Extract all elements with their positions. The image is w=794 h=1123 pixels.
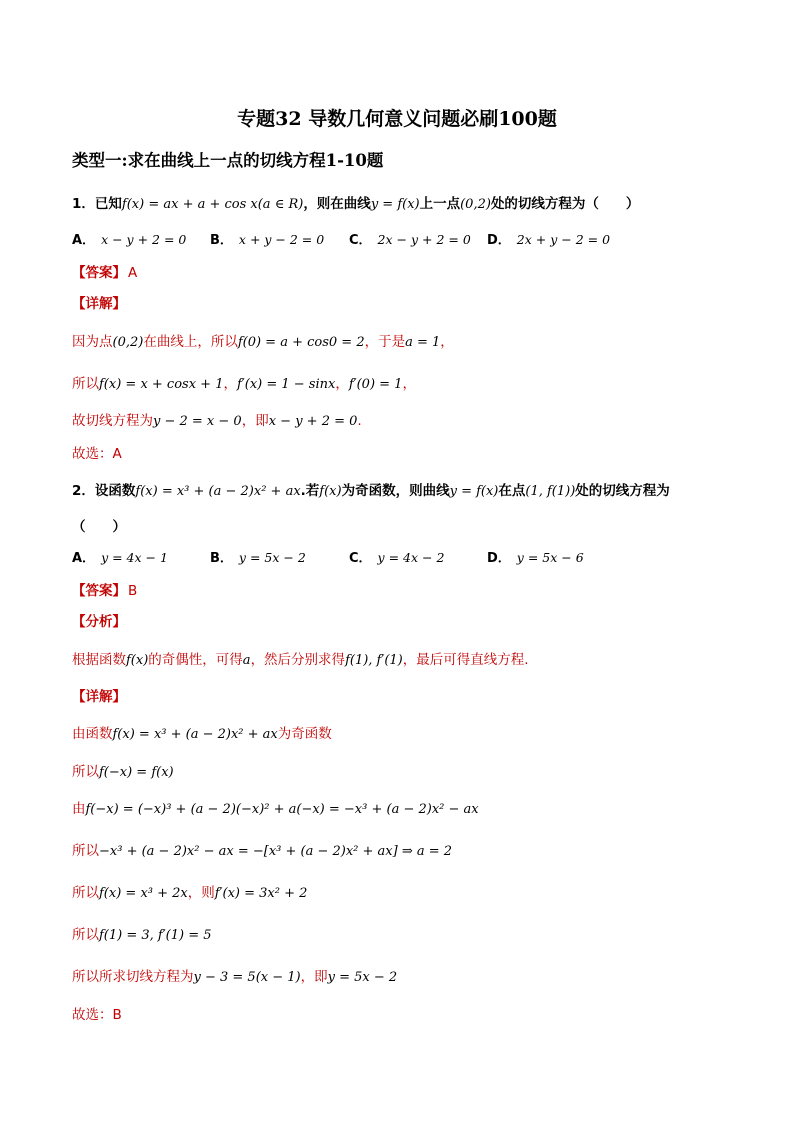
question-1-option-c: C． 2x − y + 2 = 0: [349, 232, 471, 248]
question-1-option-d: D． 2x + y − 2 = 0: [487, 232, 611, 248]
question-2-detail-tag: 【详解】: [72, 689, 126, 705]
question-2-option-c: C． y = 4x − 2: [349, 550, 445, 566]
question-2-answer: 【答案】 B: [72, 583, 138, 599]
question-2-detail-line-4: 所以−x³ + (a − 2)x² − ax = −[x³ + (a − 2)x² + ax] ⇒ a = 2: [72, 843, 453, 859]
question-2-options: [72, 547, 722, 567]
question-2-choice: 故选：B: [72, 1007, 122, 1023]
question-1-stem: 1．已知f(x) = ax + a + cos x(a ∈ R)，则在曲线y = f(x)上一点(0,2)处的切线方程为（ ）: [72, 196, 640, 212]
question-1-answer: 【答案】 A: [72, 265, 138, 281]
question-1-detail-line-2: 所以f(x) = x + cosx + 1，f′(x) = 1 − sinx，f′(0) = 1，: [72, 376, 416, 392]
question-2-stem: 2．设函数f(x) = x³ + (a − 2)x² + ax.若f(x)为奇函数，则曲线y = f(x)在点(1, f(1))处的切线方程为: [72, 483, 670, 499]
question-1-option-a: A． x − y + 2 = 0: [72, 232, 187, 248]
question-2-detail-line-5: 所以f(x) = x³ + 2x，则f′(x) = 3x² + 2: [72, 885, 308, 901]
question-2-detail-line-2: 所以f(−x) = f(x): [72, 764, 174, 780]
page-title: 专题32 导数几何意义问题必刷100题: [237, 108, 557, 130]
question-2-analysis-tag: 【分析】: [72, 614, 126, 630]
question-2-analysis-line: 根据函数f(x)的奇偶性，可得a，然后分别求得f(1), f′(1)，最后可得直线方程.: [72, 652, 529, 668]
question-2-detail-line-1: 由函数f(x) = x³ + (a − 2)x² + ax为奇函数: [72, 726, 332, 742]
question-1-choice: 故选：A: [72, 446, 122, 462]
question-1-detail-tag: 【详解】: [72, 296, 126, 312]
question-2-option-d: D． y = 5x − 6: [487, 550, 584, 566]
question-2-stem-paren: （ ）: [72, 519, 126, 535]
question-2-option-b: B． y = 5x − 2: [210, 550, 306, 566]
question-1-detail-line-3: 故切线方程为y − 2 = x − 0，即x − y + 2 = 0.: [72, 413, 362, 429]
question-1-detail-line-1: 因为点(0,2)在曲线上，所以f(0) = a + cos0 = 2，于是a = 1，: [72, 334, 454, 350]
question-2-option-a: A． y = 4x − 1: [72, 550, 168, 566]
question-2-detail-line-3: 由f(−x) = (−x)³ + (a − 2)(−x)² + a(−x) = −x³ + (a − 2)x² − ax: [72, 801, 479, 817]
question-1-option-b: B． x + y − 2 = 0: [210, 232, 325, 248]
question-2-detail-line-7: 所以所求切线方程为y − 3 = 5(x − 1)，即y = 5x − 2: [72, 969, 398, 985]
question-2-detail-line-6: 所以f(1) = 3, f′(1) = 5: [72, 927, 212, 943]
question-1-options: [72, 229, 722, 249]
section-heading: 类型一:求在曲线上一点的切线方程1-10题: [72, 151, 384, 170]
